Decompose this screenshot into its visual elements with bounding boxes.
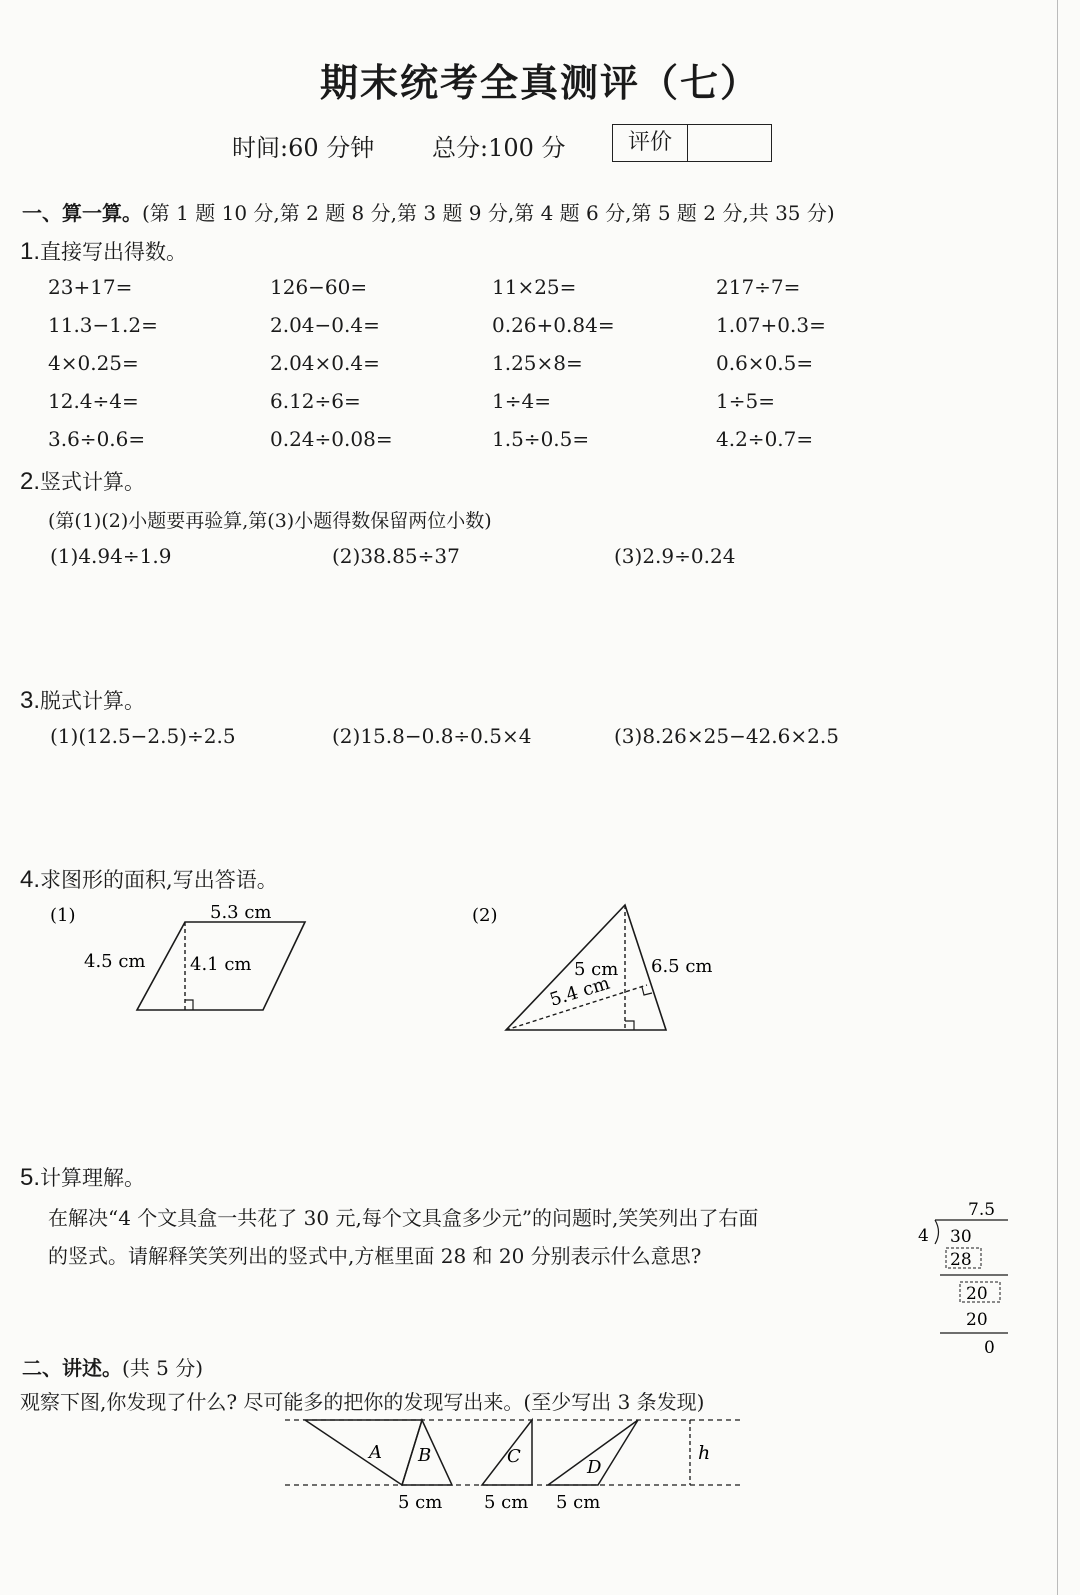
q1-expr: 11.3−1.2= [48,313,158,337]
fig2-side-c: 5.4 cm [547,972,613,1011]
q3-item: (3)8.26×25−42.6×2.5 [614,724,839,748]
fig1-side-length: 4.5 cm [84,951,146,972]
right-angle-mark [625,1021,634,1030]
q1-expr: 1.25×8= [492,351,583,375]
part2-heading [22,1352,203,1381]
q3-item: (2)15.8−0.8÷0.5×4 [332,724,532,748]
q2-item: (3)2.9÷0.24 [614,544,736,568]
label-b: B [418,1445,432,1466]
q5-heading [20,1162,145,1192]
q2-number: 2. [20,468,41,495]
q1-expr: 0.26+0.84= [492,313,615,337]
q1-expr: 12.4÷4= [48,389,139,413]
base-label: 5 cm [556,1492,601,1513]
part2-note: (共 5 分) [122,1356,204,1380]
q1-expr: 0.24÷0.08= [270,427,393,451]
q2-title: 竖式计算。 [40,470,146,494]
label-h: h [698,1442,711,1464]
q1-expr: 217÷7= [716,275,801,299]
q1-expr: 126−60= [270,275,368,299]
page-title: 期末统考全真测评（七） [319,61,760,105]
part2-title: 二、讲述。 [22,1356,122,1380]
q1-expr: 4×0.25= [48,351,139,375]
q1-expr: 23+17= [48,275,133,299]
q5-title: 计算理解。 [40,1166,146,1190]
q1-expr: 3.6÷0.6= [48,427,146,451]
fig1-top-length: 5.3 cm [210,902,272,923]
fig2-side-b: 6.5 cm [651,956,713,977]
q1-expr: 2.04×0.4= [270,351,380,375]
div-step3: 20 [966,1310,988,1330]
right-angle-mark [642,987,652,995]
q5-text-line1: 在解决“4 个文具盒一共花了 30 元,每个文具盒多少元”的问题时,笑笑列出了右面 [48,1206,759,1230]
total-score: 总分:100 分 [432,134,566,162]
evaluation-label: 评价 [613,125,688,161]
fig1-label: (1) [50,905,76,926]
q4-number: 4. [20,866,41,893]
base-label: 5 cm [398,1492,443,1513]
div-divisor: 4 [918,1226,929,1246]
right-angle-mark [185,1000,193,1010]
div-remainder: 0 [984,1338,995,1358]
part1-title: 一、算一算。 [22,201,142,225]
q2-item: (2)38.85÷37 [332,544,460,568]
q1-expr: 2.04−0.4= [270,313,380,337]
q5-number: 5. [20,1164,41,1191]
div-step1: 28 [950,1250,972,1270]
q1-expr: 4.2÷0.7= [716,427,814,451]
div-dividend: 30 [950,1227,972,1247]
q5-text-line2: 的竖式。请解释笑笑列出的竖式中,方框里面 28 和 20 分别表示什么意思? [48,1244,702,1268]
label-a: A [369,1442,382,1463]
q2-item: (1)4.94÷1.9 [50,544,172,568]
q1-number: 1. [20,238,41,265]
part2-text: 观察下图,你发现了什么? 尽可能多的把你的发现写出来。(至少写出 3 条发现) [20,1390,705,1414]
q1-expr: 11×25= [492,275,577,299]
q1-expr: 0.6×0.5= [716,351,814,375]
q3-item: (1)(12.5−2.5)÷2.5 [50,724,236,748]
q1-expr: 1÷4= [492,389,551,413]
fig2-side-a: 5 cm [574,959,619,980]
q4-title: 求图形的面积,写出答语。 [40,868,278,892]
base-label: 5 cm [484,1492,529,1513]
q3-title: 脱式计算。 [40,689,146,713]
fig1-height-length: 4.1 cm [190,954,252,975]
label-c: C [507,1446,521,1467]
q2-note: (第(1)(2)小题要再验算,第(3)小题得数保留两位小数) [48,510,492,532]
q1-expr: 6.12÷6= [270,389,361,413]
q1-expr: 1÷5= [716,389,775,413]
q3-number: 3. [20,687,41,714]
div-quotient: 7.5 [968,1200,996,1220]
q1-expr: 1.07+0.3= [716,313,826,337]
fig2-label: (2) [472,905,498,926]
part1-note: (第 1 题 10 分,第 2 题 8 分,第 3 题 9 分,第 4 题 6 分,第 5 题 2 分,共 35 分) [142,201,835,225]
q1-expr: 1.5÷0.5= [492,427,590,451]
div-step2: 20 [966,1284,988,1304]
time-limit: 时间:60 分钟 [232,134,375,162]
div-bracket [935,1220,939,1244]
q1-title: 直接写出得数。 [40,240,188,264]
label-d: D [587,1457,602,1478]
